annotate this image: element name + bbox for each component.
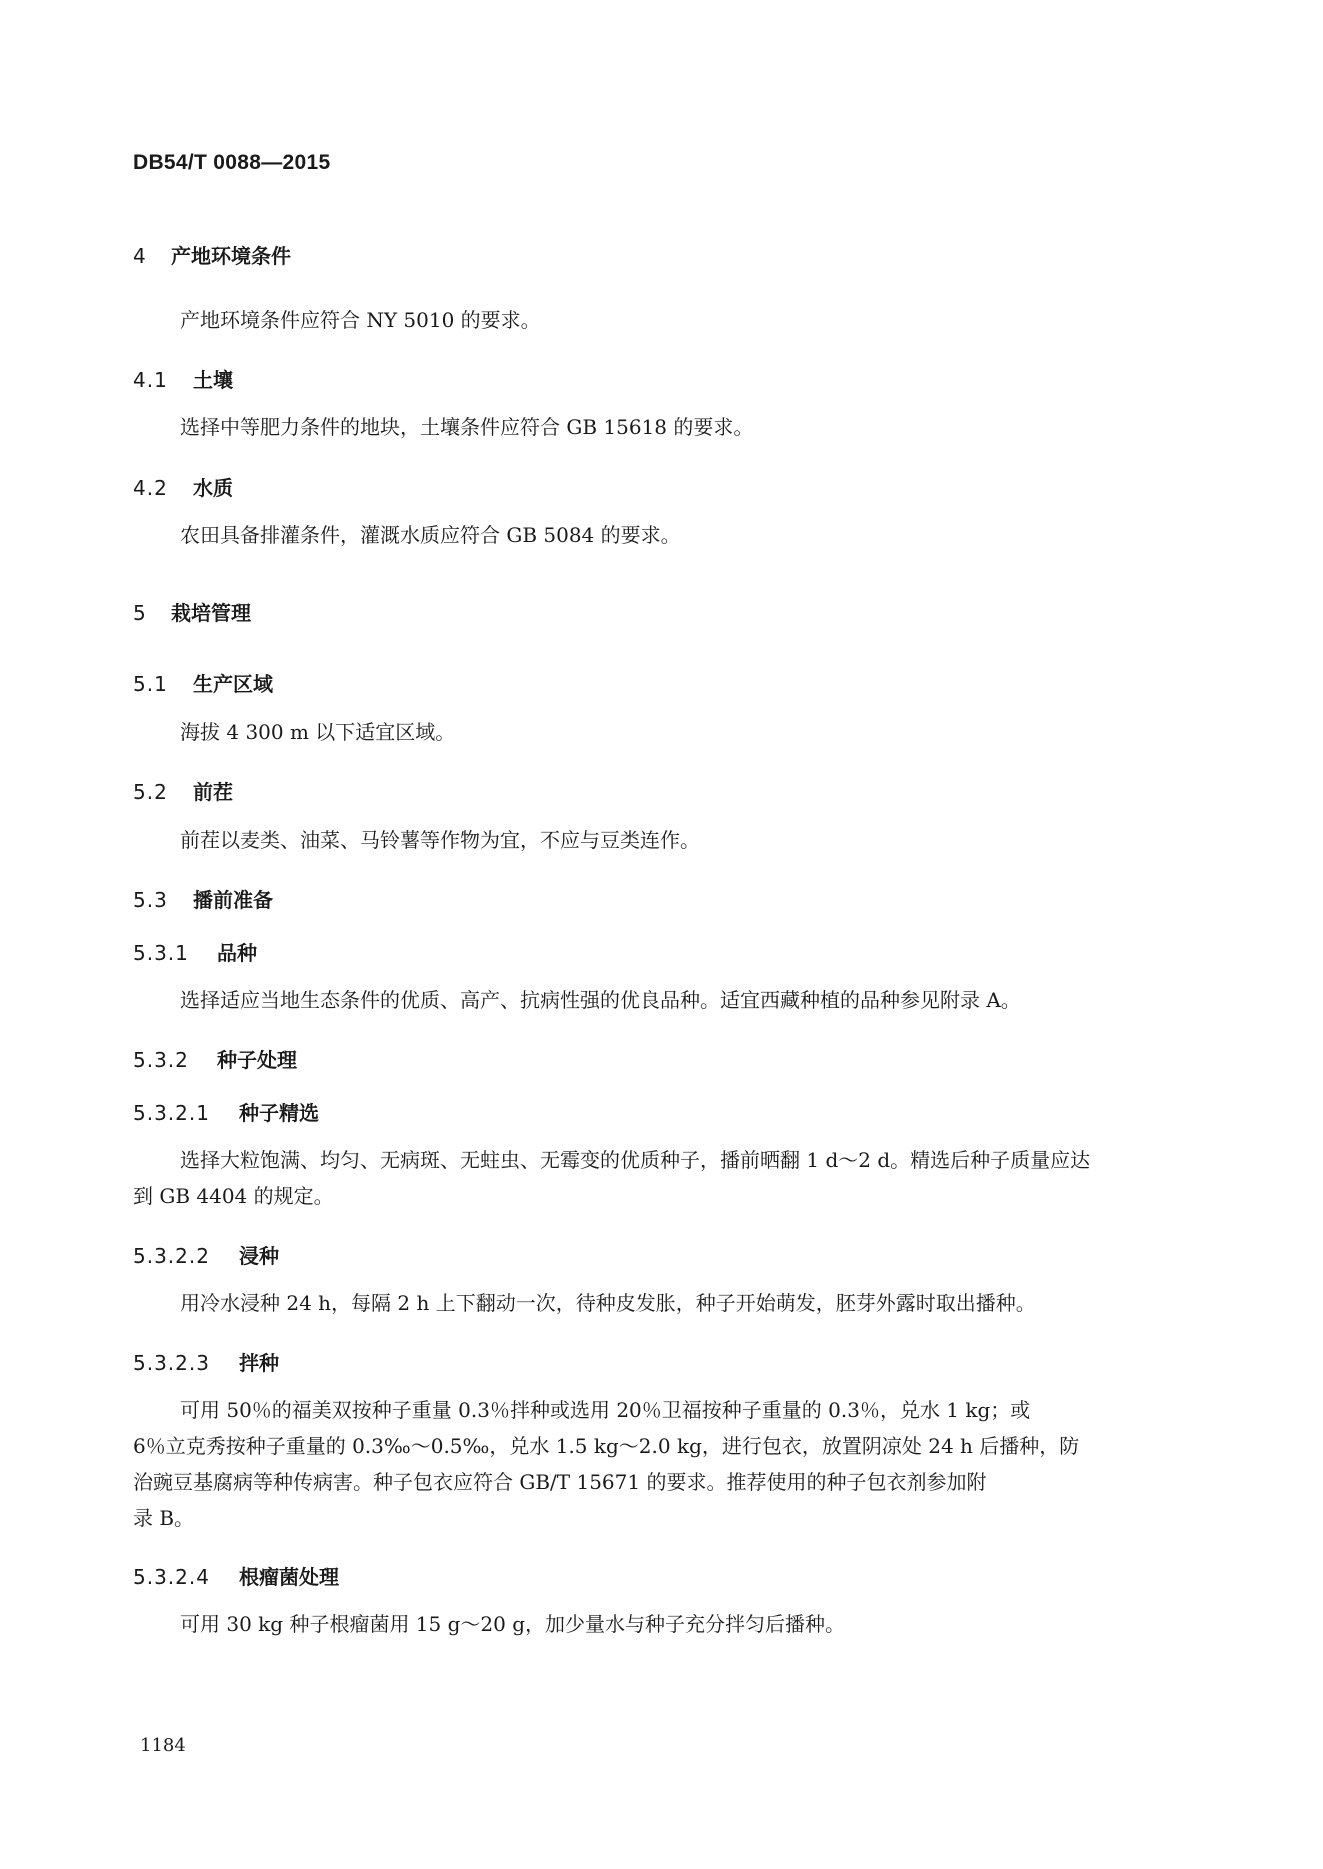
section-title: 土壤: [193, 368, 233, 392]
section-number: 5.2: [133, 780, 168, 804]
section-title: 前茬: [193, 780, 233, 804]
document-code: DB54/T 0088—2015: [133, 151, 331, 174]
section-number: 5.1: [133, 672, 168, 696]
section-heading-4-2: [133, 472, 233, 501]
paragraph-5-2: 前茬以麦类、油菜、马铃薯等作物为宜，不应与豆类连作。: [180, 828, 700, 852]
paragraph-5-3-2-4: 可用 30 kg 种子根瘤菌用 15 g～20 g，加少量水与种子充分拌匀后播种。: [180, 1612, 846, 1636]
section-number: 4: [133, 244, 147, 268]
section-title: 品种: [217, 941, 257, 965]
section-number: 4.2: [133, 476, 168, 500]
section-heading-5-3-2: [133, 1044, 297, 1073]
section-title: 浸种: [239, 1244, 279, 1268]
section-title: 根瘤菌处理: [239, 1565, 339, 1589]
section-heading-5-1: [133, 668, 273, 697]
paragraph-5-3-2-2: 用冷水浸种 24 h，每隔 2 h 上下翻动一次，待种皮发胀，种子开始萌发，胚芽外露时取出播种。: [180, 1291, 1036, 1315]
section-heading-5-3-2-4: [133, 1561, 339, 1590]
paragraph-4: 产地环境条件应符合 NY 5010 的要求。: [180, 308, 541, 332]
section-number: 5.3.2.2: [133, 1244, 210, 1268]
section-number: 5.3: [133, 888, 168, 912]
paragraph-line: 可用 50％的福美双按种子重量 0.3％拌种或选用 20％卫福按种子重量的 0.3％，兑水 1 kg；或: [180, 1398, 1031, 1422]
section-heading-4-1: [133, 364, 233, 393]
section-number: 5.3.1: [133, 941, 189, 965]
section-title: 生产区域: [193, 672, 273, 696]
paragraph-5-3-1: 选择适应当地生态条件的优质、高产、抗病性强的优良品种。适宜西藏种植的品种参见附录 A。: [180, 988, 1021, 1012]
section-heading-5-3: [133, 884, 273, 913]
section-heading-4: [133, 240, 291, 269]
section-heading-5-2: [133, 776, 233, 805]
paragraph-5-3-2-3: [133, 1392, 1188, 1536]
section-title: 水质: [193, 476, 233, 500]
section-title: 拌种: [239, 1351, 279, 1375]
paragraph-line: 选择大粒饱满、均匀、无病斑、无蛀虫、无霉变的优质种子，播前晒翻 1 d～2 d。精选后种子质量应达: [180, 1148, 1091, 1172]
section-title: 栽培管理: [171, 601, 251, 625]
section-title: 种子处理: [217, 1048, 297, 1072]
section-number: 4.1: [133, 368, 168, 392]
section-heading-5: [133, 597, 251, 626]
paragraph-4-1: 选择中等肥力条件的地块，土壤条件应符合 GB 15618 的要求。: [180, 415, 754, 439]
section-heading-5-3-2-1: [133, 1097, 319, 1126]
section-title: 播前准备: [193, 888, 273, 912]
paragraph-5-3-2-1: [133, 1142, 1188, 1214]
section-number: 5.3.2.4: [133, 1565, 210, 1589]
section-title: 产地环境条件: [171, 244, 291, 268]
section-heading-5-3-1: [133, 937, 257, 966]
paragraph-line: 到 GB 4404 的规定。: [133, 1184, 334, 1208]
section-number: 5.3.2.1: [133, 1101, 210, 1125]
paragraph-5-1: 海拔 4 300 m 以下适宜区域。: [180, 720, 456, 744]
section-number: 5.3.2.3: [133, 1351, 210, 1375]
section-heading-5-3-2-3: [133, 1347, 279, 1376]
page-number: 1184: [140, 1735, 186, 1756]
section-heading-5-3-2-2: [133, 1240, 279, 1269]
paragraph-line: 录 B。: [133, 1506, 195, 1530]
section-number: 5.3.2: [133, 1048, 189, 1072]
paragraph-4-2: 农田具备排灌条件，灌溉水质应符合 GB 5084 的要求。: [180, 523, 681, 547]
section-title: 种子精选: [239, 1101, 319, 1125]
section-number: 5: [133, 601, 147, 625]
paragraph-line: 治豌豆基腐病等种传病害。种子包衣应符合 GB/T 15671 的要求。推荐使用的种子包衣剂参加附: [133, 1470, 987, 1494]
paragraph-line: 6％立克秀按种子重量的 0.3‰～0.5‰，兑水 1.5 kg～2.0 kg，进行包衣，放置阴凉处 24 h 后播种，防: [133, 1434, 1080, 1458]
